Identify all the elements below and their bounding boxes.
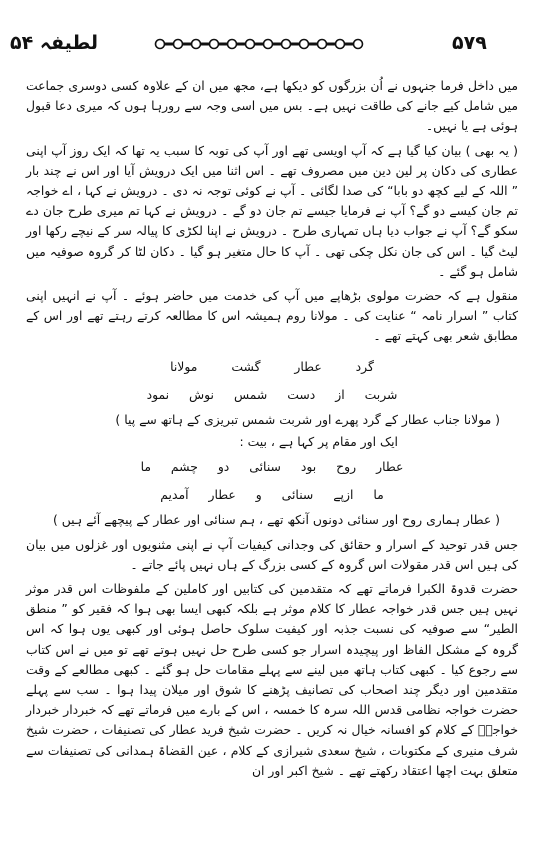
verse-line: عطار روح بود سنائی دو چشم ما [140,458,404,474]
page-header [0,28,540,64]
paragraph: ( یہ بھی ) بیان کیا گیا ہے کہ آپ اویسی تھے اور آپ کی توبہ کا سبب یہ تھا کہ ایک روز آپ اپنی عطاری کی دکان پر لین دین میں مصروف تھے ۔ اس اثنا میں ایک درویش آیا اور اس نے چند بار ” اللہ کے لیے کچھ دو بابا“ کی صدا لگائی ۔ آپ نے کوئی توجہ نہ دی ۔ درویش نے کہا ، اے خواجہ تم جان کیسے دو گے؟ آپ نے فرمایا جیسے تم جان دو گے ۔ درویش نے کہا تم میری طرح جان دے سکو گے؟ آپ نے جواب دیا ہاں تمہاری طرح ۔ درویش نے اپنا لکڑی کا پیالہ سر کے نیچے رکھا اور لیٹ گیا ۔ اس کی جان نکل چکی تھی ۔ آپ کا حال متغیر ہو گیا ۔ دکان لٹا کر گروہ صوفیہ میں شامل ہو گئے ۔ [26,142,518,279]
paragraph: میں داخل فرما جنہوں نے اُن بزرگوں کو دیکھا ہے، مجھ میں ان کے علاوہ کسی دوسری جماعت میں شامل کیے جانے کی طاقت نہیں ہے۔ بس میں اسی وجہ سے رورہا ہوں کہ میری دعا قبول ہوئی ہے یا نہیں۔ [26,78,518,134]
verse-translation: ( عطار ہماری روح اور سنائی دونوں آنکھ تھے ، ہم سنائی اور عطار کے پیچھے آئے ہیں ) [52,511,500,527]
paragraph: جس قدر توحید کے اسرار و حقائق کی وجدانی کیفیات آپ نے اپنی مثنویوں اور غزلوں میں بیان کی ہیں اس قدر مقولات اس گروہ کے کسی بزرگ کے ہاں نہیں پائے جاتے ۔ [26,536,518,572]
verse-intro: ایک اور مقام پر کہا ہے ، بیت : [239,433,398,449]
verse-line: شربت از دست شمس نوش نمود [146,386,398,402]
verse-translation: ( مولانا جناب عطار کے گرد پھرے اور شربت شمس تبریزی کے ہاتھ سے پیا ) [115,411,500,427]
paragraph: حضرت قدوۃ الکبرا فرماتے تھے کہ متقدمین کی کتابیں اور کاملین کے ملفوظات اس قدر موثر نہیں ہیں جس قدر خواجہ عطار کا کلام موثر ہے بلکہ کبھی ایسا بھی ہوا کہ فقیر کو ” منطق الطیر“ سے صوفیہ کی نسبت جذبہ اور کیفیت سلوک حاصل ہوئی اور کبھی یوں ہوا کہ اس گروہ کے مشکل الفاظ اور پیچیدہ اسرار جو کسی طرح حل نہیں ہوتے تھے تو میں نے اس کتاب سے رجوع کیا ۔ کبھی کتاب ہاتھ میں لینے سے پہلے مقامات حل ہو گئے ۔ کبھی مطالعے کے وقت متقدمین اور دیگر چند اصحاب کی تصانیف پڑھنے کا شوق اور میلان پیدا ہوا ۔ سب سے پہلے حضرت خواجہ نظامی قدس اللہ سرہ کا خمسہ ، اس کے بارے میں فرماتے تھے کہ خبردار خبردار خواجہؒ کے کلام کو افسانہ خیال نہ کریں ۔ حضرت شیخ فرید عطار کی تصنیفات ، حضرت شیخ شرف منیری کے مکتوبات ، شیخ سعدی شیرازی کے کلام ، عین القضاۃ ہمدانی کی تصنیفات سے متعلق بہت اچھا اعتقاد رکھتے تھے ۔ شیخ اکبر اور ان [26,581,518,778]
paragraph: منقول ہے کہ حضرت مولوی بڑھاپے میں آپ کی خدمت میں حاضر ہوئے ۔ آپ نے انہیں اپنی کتاب ” اسرار نامہ “ عنایت کی ۔ مولانا روم ہمیشہ اس کا مطالعہ کرتے رہتے تھے اور اس کے مطابق شعر بھی کہتے تھے ۔ [26,288,518,344]
body-text [26,76,518,781]
verse-line: گرد عطار گشت مولانا [170,358,374,374]
verse-block [26,353,518,531]
ornament-divider-icon [152,30,372,58]
section-title: لطیفہ ۵۴ [10,32,99,54]
verse-line: ما ازپے سنائی و عطار آمدیم [160,486,384,502]
page-number: ۵۷۹ [452,32,487,54]
